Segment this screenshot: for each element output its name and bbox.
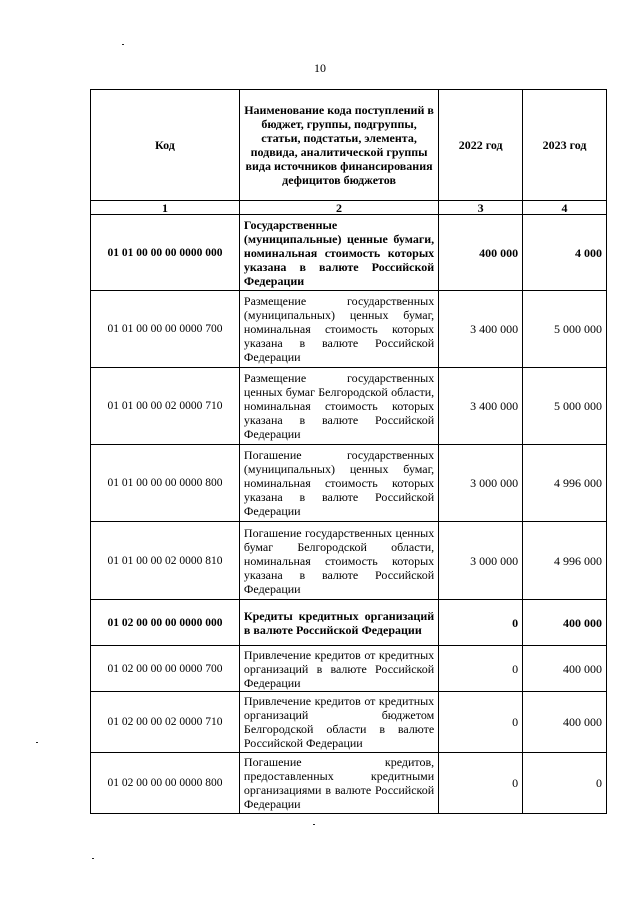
row-name: Привлечение кредитов от кредитных организаций бюджетом Белгородской области в валюте Российской Федерации <box>239 692 438 753</box>
header-name: Наименование кода поступлений в бюджет, группы, подгруппы, статьи, подстатьи, элемента, подвида, аналитической группы вида источников финансирования дефицитов бюджетов <box>239 90 438 201</box>
header-code: Код <box>91 90 240 201</box>
column-number: 2 <box>239 201 438 215</box>
row-value-2023: 400 000 <box>523 600 607 646</box>
header-year-2022: 2022 год <box>439 90 523 201</box>
scan-speck <box>36 742 38 743</box>
row-code: 01 01 00 00 00 0000 000 <box>91 215 240 291</box>
scan-speck <box>92 858 94 859</box>
row-value-2022: 3 400 000 <box>439 291 523 368</box>
header-year-2023: 2023 год <box>523 90 607 201</box>
row-value-2023: 0 <box>523 753 607 814</box>
header-row <box>91 90 607 201</box>
row-name: Привлечение кредитов от кредитных организаций в валюте Российской Федерации <box>239 646 438 692</box>
column-number-row <box>91 201 607 215</box>
row-value-2023: 4 996 000 <box>523 522 607 600</box>
row-value-2023: 400 000 <box>523 692 607 753</box>
table-row <box>91 215 607 291</box>
table-row <box>91 522 607 600</box>
row-code: 01 01 00 00 02 0000 710 <box>91 368 240 445</box>
column-number: 1 <box>91 201 240 215</box>
row-value-2022: 0 <box>439 646 523 692</box>
scan-speck <box>122 44 124 45</box>
table-row <box>91 368 607 445</box>
row-name: Государственные (муниципальные) ценные бумаги, номинальная стоимость которых указана в валюте Российской Федерации <box>239 215 438 291</box>
row-code: 01 02 00 00 02 0000 710 <box>91 692 240 753</box>
row-name: Кредиты кредитных организаций в валюте Российской Федерации <box>239 600 438 646</box>
row-name: Размещение государственных ценных бумаг Белгородской области, номинальная стоимость которых указана в валюте Российской Федерации <box>239 368 438 445</box>
row-name: Погашение государственных ценных бумаг Белгородской области, номинальная стоимость которых указана в валюте Российской Федерации <box>239 522 438 600</box>
row-value-2023: 5 000 000 <box>523 368 607 445</box>
table-row <box>91 600 607 646</box>
row-value-2023: 5 000 000 <box>523 291 607 368</box>
row-code: 01 01 00 00 02 0000 810 <box>91 522 240 600</box>
row-value-2023: 400 000 <box>523 646 607 692</box>
table-row <box>91 753 607 814</box>
page-number: 10 <box>314 61 326 75</box>
table-row <box>91 445 607 522</box>
row-code: 01 02 00 00 00 0000 000 <box>91 600 240 646</box>
scan-speck <box>313 824 315 825</box>
row-value-2022: 0 <box>439 692 523 753</box>
row-name: Размещение государственных (муниципальных) ценных бумаг, номинальная стоимость которых указана в валюте Российской Федерации <box>239 291 438 368</box>
row-value-2022: 3 000 000 <box>439 522 523 600</box>
column-number: 4 <box>523 201 607 215</box>
table-row <box>91 646 607 692</box>
table-row <box>91 692 607 753</box>
row-code: 01 02 00 00 00 0000 700 <box>91 646 240 692</box>
row-value-2023: 4 000 <box>523 215 607 291</box>
row-value-2022: 0 <box>439 753 523 814</box>
row-value-2022: 3 000 000 <box>439 445 523 522</box>
row-value-2022: 400 000 <box>439 215 523 291</box>
row-value-2023: 4 996 000 <box>523 445 607 522</box>
column-number: 3 <box>439 201 523 215</box>
sources-financing-table <box>90 89 607 814</box>
row-code: 01 01 00 00 00 0000 800 <box>91 445 240 522</box>
row-value-2022: 3 400 000 <box>439 368 523 445</box>
table-row <box>91 291 607 368</box>
row-code: 01 01 00 00 00 0000 700 <box>91 291 240 368</box>
row-name: Погашение кредитов, предоставленных кредитными организациями в валюте Российской Федерации <box>239 753 438 814</box>
row-code: 01 02 00 00 00 0000 800 <box>91 753 240 814</box>
row-name: Погашение государственных (муниципальных) ценных бумаг, номинальная стоимость которых указана в валюте Российской Федерации <box>239 445 438 522</box>
row-value-2022: 0 <box>439 600 523 646</box>
